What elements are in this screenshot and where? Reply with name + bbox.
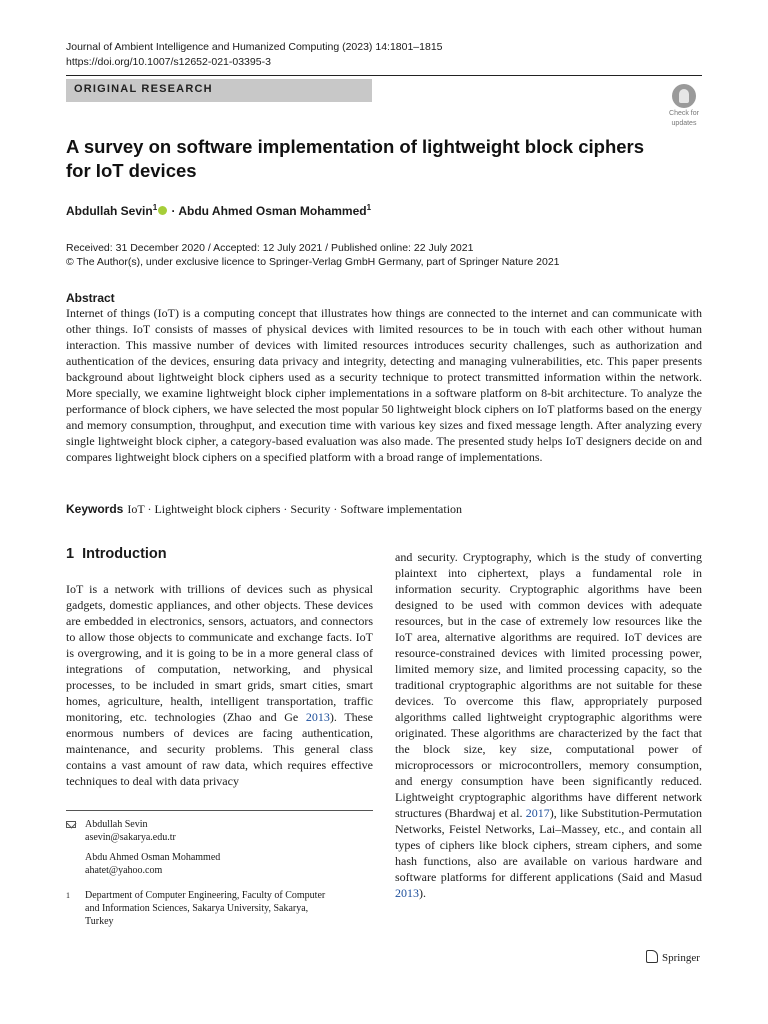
affiliation-line: Turkey <box>85 916 114 927</box>
affiliation-footnote <box>66 889 325 928</box>
body-text: IoT is a network with trillions of devices such as physical gadgets, domestic appliances, and other objects. These devices are embedded in electronics, sensors, actuators, and connectors to allow those objects to communicate and exchange facts. IoT is overgrowing, and it is going to be in a more general class of integrations of computation, networking, and physical processes, to be included in smart grids, smart cities, smart homes, agriculture, health, intelligent transportation, traffic monitoring, etc. technologies (Zhao and Ge <box>66 582 373 724</box>
section-tag-label: ORIGINAL RESEARCH <box>74 83 213 95</box>
publication-dates <box>66 241 560 269</box>
paper-title <box>66 135 666 183</box>
section-number: 1 <box>66 546 75 562</box>
check-for-updates-badge[interactable] <box>664 84 704 126</box>
body-text: ). <box>419 886 426 900</box>
envelope-icon <box>66 818 80 831</box>
title-line-2: for IoT devices <box>66 160 197 181</box>
citation-link[interactable]: 2017 <box>525 806 550 820</box>
affiliation-sup: 1 <box>366 203 372 212</box>
affiliation-sup: 1 <box>152 203 158 212</box>
check-label-2: updates <box>671 119 697 127</box>
contact-email[interactable]: ahatet@yahoo.com <box>85 865 163 876</box>
section-tag <box>66 79 372 102</box>
dates-line: Received: 31 December 2020 / Accepted: 12 July 2021 / Published online: 22 July 2021 <box>66 242 474 254</box>
publisher-name: Springer <box>662 952 700 964</box>
abstract-heading: Abstract <box>66 291 115 305</box>
springer-horse-icon <box>646 950 658 963</box>
citation-link[interactable]: 2013 <box>395 886 419 900</box>
citation-link[interactable]: 2013 <box>305 710 330 724</box>
section-title: Introduction <box>82 546 167 562</box>
contact-name: Abdullah Sevin <box>85 819 148 830</box>
keywords-text: IoT · Lightweight block ciphers · Security · Software implementation <box>127 502 463 516</box>
author-name: Abdullah Sevin <box>66 204 153 218</box>
journal-citation: Journal of Ambient Intelligence and Humanized Computing (2023) 14:1801–1815 <box>66 41 443 53</box>
check-label-1: Check for <box>669 110 699 117</box>
body-text: ). These enormous numbers of devices are facing authentication, maintenance, and security problems. This general class contains a vast amount of raw data, which requires effective techniques to deal with data privacy <box>66 710 373 788</box>
abstract-text: Internet of things (IoT) is a computing concept that illustrates how things are connected to the internet and can communicate with other things. IoT consists of masses of physical devices with limited resources to be in touch with each other without human interaction. This massive number of devices with limited resources introduces security challenges, such as authorization and authentication of the devices, ensuring data privacy and integrity, detecting and managing vulnerabilities, etc. This paper presents background about lightweight block ciphers used as a security technique to protect transmitted information within the network. More specially, we examine lightweight block cipher implementations in a software platform on 8-bit architecture. To analyze the performance of block ciphers, we have selected the most popular 50 lightweight block ciphers on IoT platforms based on the energy and memory consumption, throughput, and execution time with various key sizes and fixed message length. After analyzing every single lightweight block cipher, a category-based evaluation was also made. The presented study helps IoT designers decide on and compares lightweight block ciphers on a specified platform with a broad range of implementations. <box>66 306 702 464</box>
orcid-icon[interactable] <box>158 206 167 215</box>
affiliation-line: and Information Sciences, Sakarya University, Sakarya, <box>85 903 309 914</box>
keywords <box>66 501 462 517</box>
footnote-rule <box>66 810 373 811</box>
section-heading <box>66 546 167 562</box>
affiliation-mark: 1 <box>66 891 70 900</box>
journal-header <box>66 40 443 70</box>
second-author-contact <box>66 851 220 877</box>
contact-name: Abdu Ahmed Osman Mohammed <box>85 852 221 863</box>
keywords-label: Keywords <box>66 502 124 516</box>
title-line-1: A survey on software implementation of lightweight block ciphers <box>66 136 645 157</box>
publisher-logo <box>646 950 700 964</box>
contact-email[interactable]: asevin@sakarya.edu.tr <box>85 832 176 843</box>
bookmark-icon <box>672 84 696 108</box>
body-column-left <box>66 581 373 789</box>
doi-link[interactable]: https://doi.org/10.1007/s12652-021-03395-3 <box>66 56 271 68</box>
author-list <box>66 203 371 218</box>
body-text: ), like Substitution-Permutation Networks, Feistel Networks, Lai–Massey, etc., and contain all types of ciphers like block ciphers, stream ciphers, and some hash functions, also are available on various hardware and software platforms for different applications (Said and Masud <box>395 806 702 884</box>
body-column-right <box>395 549 702 901</box>
author-separator: · <box>168 204 179 218</box>
corresponding-author <box>66 818 176 844</box>
affiliation-line: Department of Computer Engineering, Faculty of Computer <box>85 890 326 901</box>
header-rule <box>66 75 702 76</box>
author-name: Abdu Ahmed Osman Mohammed <box>178 204 367 218</box>
body-text: and security. Cryptography, which is the study of converting plaintext into ciphertext, plays a fundamental role in information security. Cryptographic algorithms have been designed to be used with common devices with adequate resources, but in the case of extremely low resources like the IoT area, alternative algorithms are required. IoT devices are resource-constrained devices with limited processing power, limited memory size, and limited processing capacity, so the traditional cryptographic algorithms are not suitable for these devices. To overcome this flaw, appropriately purposed algorithms called lightweight cryptographic algorithms were originated. These algorithms are characterized by the fact that the block size, key size, computational power of microprocessors or microcontrollers, memory consumption, and energy consumption have been significantly reduced. Lightweight cryptographic algorithms have different network structures (Bhardwaj et al. <box>395 550 702 820</box>
copyright-line: © The Author(s), under exclusive licence to Springer-Verlag GmbH Germany, part of Springer Nature 2021 <box>66 256 560 268</box>
